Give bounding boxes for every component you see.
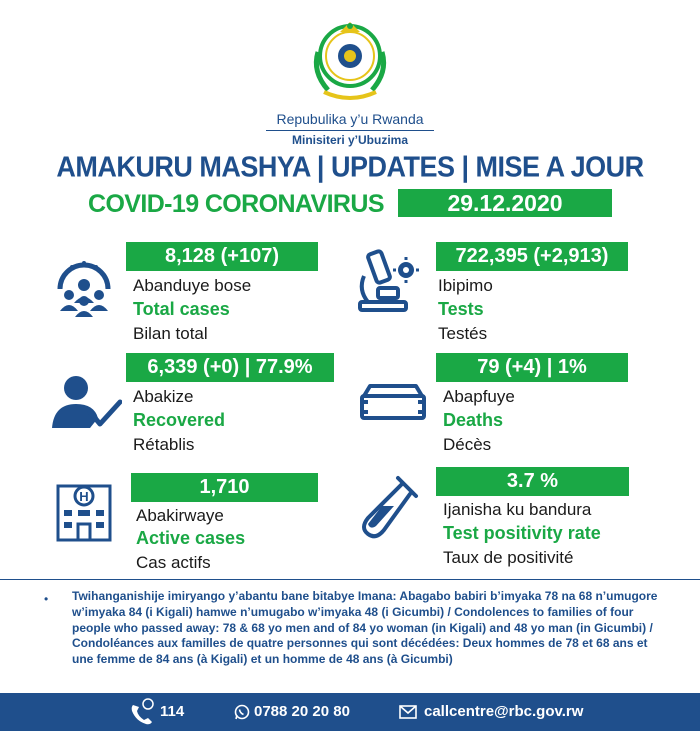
coffin-icon [358, 382, 428, 427]
republic-name: Repubulika y’u Rwanda [276, 111, 424, 127]
divider [266, 130, 434, 131]
total-cases-label-fr: Bilan total [133, 324, 208, 343]
tests-value: 722,395 (+2,913) [436, 242, 628, 271]
divider [0, 579, 700, 580]
active-cases-label-en: Active cases [136, 528, 246, 548]
svg-text:H: H [79, 489, 89, 504]
condolence-note: Twihanganishije imiryango y’abantu bane bitabye Imana: Abagabo babiri b’imyaka 78 na 68 n’umugore w’imyaka 84 (i Kigali) hamwe n’umugabo w’imyaka 48 (i Gicumbi) / Condolences to families of four people who passed away: 78 & 68 yo men and of 84 yo woman (in Kigali) and 48 yo man (in Gicumbi) / Condoléances aux familles de quatre personnes qui sont décédées: Deux hommes de 78 et 68 ans et une femme de 84 ans (à Kigali) et un homme de 48 ans (à Gicumbi) [72, 589, 658, 667]
contact-footer [0, 693, 700, 731]
microscope-icon [354, 248, 420, 319]
email-address[interactable]: callcentre@rbc.gov.rw [424, 703, 584, 720]
positivity-label-fr: Taux de positivité [443, 548, 574, 567]
total-cases-label-en: Total cases [133, 299, 230, 319]
deaths-label-rw: Abapfuye [443, 387, 515, 406]
deaths-label-fr: Décès [443, 435, 492, 454]
positivity-label-en: Test positivity rate [443, 523, 601, 543]
deaths-label-en: Deaths [443, 410, 504, 430]
whatsapp-icon [234, 693, 250, 731]
positivity-value: 3.7 % [436, 467, 629, 496]
covid-title: COVID-19 CORONAVIRUS [88, 190, 384, 218]
date-badge: 29.12.2020 [398, 189, 612, 217]
hotline-number[interactable]: 114 [160, 703, 185, 720]
people-network-icon [52, 255, 116, 324]
recovered-label-fr: Rétablis [133, 435, 195, 454]
person-check-icon [50, 374, 122, 437]
note-bullet: • [44, 592, 49, 606]
tests-label-rw: Ibipimo [438, 276, 493, 295]
ministry-name: Minisiteri y’Ubuzima [291, 133, 409, 147]
envelope-icon [399, 693, 417, 731]
whatsapp-number[interactable]: 0788 20 20 80 [254, 703, 350, 720]
phone-24h-icon [128, 693, 154, 731]
recovered-value: 6,339 (+0) | 77.9% [126, 353, 334, 382]
recovered-label-rw: Abakize [133, 387, 194, 406]
tests-label-fr: Testés [438, 324, 488, 343]
total-cases-value: 8,128 (+107) [126, 242, 318, 271]
headline: AMAKURU MASHYA | UPDATES | MISE A JOUR [56, 151, 644, 183]
active-cases-value: 1,710 [131, 473, 318, 502]
total-cases-label-rw: Abanduye bose [133, 276, 252, 295]
active-cases-label-rw: Abakirwaye [136, 506, 224, 525]
recovered-label-en: Recovered [133, 410, 226, 430]
hospital-icon [54, 478, 114, 547]
deaths-value: 79 (+4) | 1% [436, 353, 628, 382]
positivity-label-rw: Ijanisha ku bandura [443, 500, 592, 519]
test-tube-icon [352, 472, 422, 545]
tests-label-en: Tests [438, 299, 484, 319]
active-cases-label-fr: Cas actifs [136, 553, 211, 572]
rwanda-coat-of-arms-icon [300, 12, 400, 106]
